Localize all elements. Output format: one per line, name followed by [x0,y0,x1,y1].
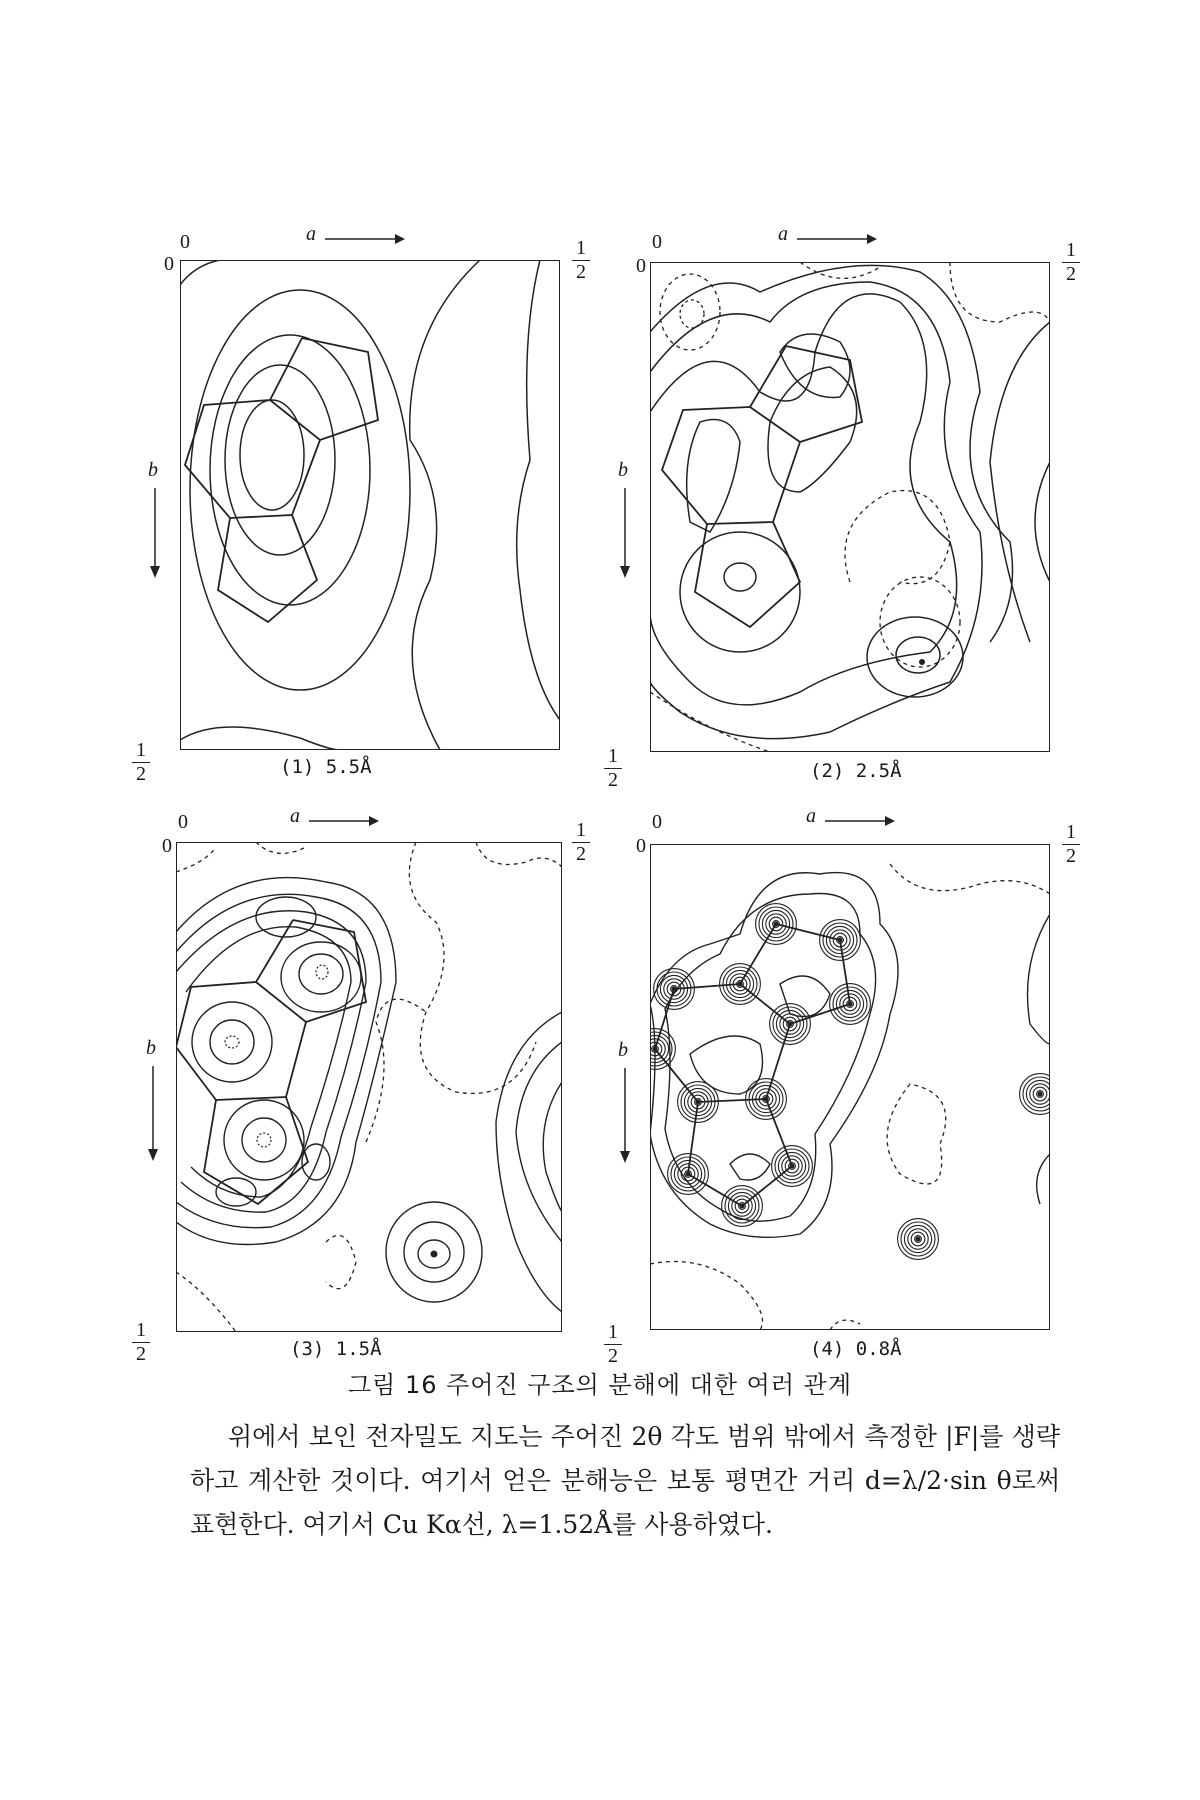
panel-1 [136,220,586,820]
half-label-bottom: 1 2 [604,1322,622,1367]
panel-4-label: (4) 0.8Å [810,1338,902,1360]
zero-label-top: 0 [652,811,662,833]
half-label-right: 1 2 [572,820,590,865]
b-axis-arrow-icon [146,1066,160,1161]
b-axis-label: b [146,1037,156,1059]
a-axis-label: a [806,805,816,827]
zero-label-top: 0 [652,231,662,253]
a-axis-label: a [290,805,300,827]
b-axis-arrow-icon [618,1068,632,1163]
half-label-bottom: 1 2 [132,740,150,785]
b-axis-label: b [618,1039,628,1061]
b-axis-arrow-icon [148,488,162,578]
density-map-1 [180,260,560,750]
a-axis-label: a [778,223,788,245]
a-axis-arrow-icon [309,814,379,828]
zero-label-left: 0 [164,253,174,275]
a-axis-arrow-icon [325,232,405,246]
panel-2 [610,220,1080,820]
half-label-right: 1 2 [1062,822,1080,867]
half-label-bottom: 1 2 [132,1320,150,1365]
density-map-4 [650,844,1050,1330]
a-axis-arrow-icon [825,814,895,828]
body-paragraph [190,1415,1060,1547]
atom-peaks [650,904,1050,1260]
paragraph-text: 위에서 보인 전자밀도 지도는 주어진 2θ 각도 범위 밖에서 측정한 |F|를 생략하고 계산한 것이다. 여기서 얻은 분해능은 보통 평면간 거리 d=λ/2·sin θ로써 표현한다. 여기서 Cu Kα선, λ=1.52Å를 사용하였다. [190,1422,1060,1539]
a-axis-label: a [306,223,316,245]
a-axis-arrow-icon [797,232,877,246]
half-label-bottom: 1 2 [604,746,622,791]
density-map-2 [650,262,1050,752]
panel-2-label: (2) 2.5Å [810,760,902,782]
atom-dot [1038,1092,1043,1097]
zero-label-top: 0 [178,811,188,833]
panel-3 [136,800,586,1400]
density-map-3 [176,842,562,1332]
panel-4 [610,800,1080,1400]
panel-3-label: (3) 1.5Å [290,1338,382,1360]
figure-caption: 그림 16 주어진 구조의 분해에 대한 여러 관계 [347,1371,853,1399]
peak-contour [1020,1074,1050,1115]
half-label-right: 1 2 [1062,240,1080,285]
zero-label-left: 0 [636,835,646,857]
zero-label-left: 0 [636,255,646,277]
zero-label-top: 0 [180,231,190,253]
b-axis-arrow-icon [618,488,632,578]
half-label-right: 1 2 [572,238,590,283]
b-axis-label: b [618,459,628,481]
b-axis-label: b [148,459,158,481]
atom-dot [916,1237,921,1242]
panel-1-label: (1) 5.5Å [280,756,372,778]
zero-label-left: 0 [162,835,172,857]
